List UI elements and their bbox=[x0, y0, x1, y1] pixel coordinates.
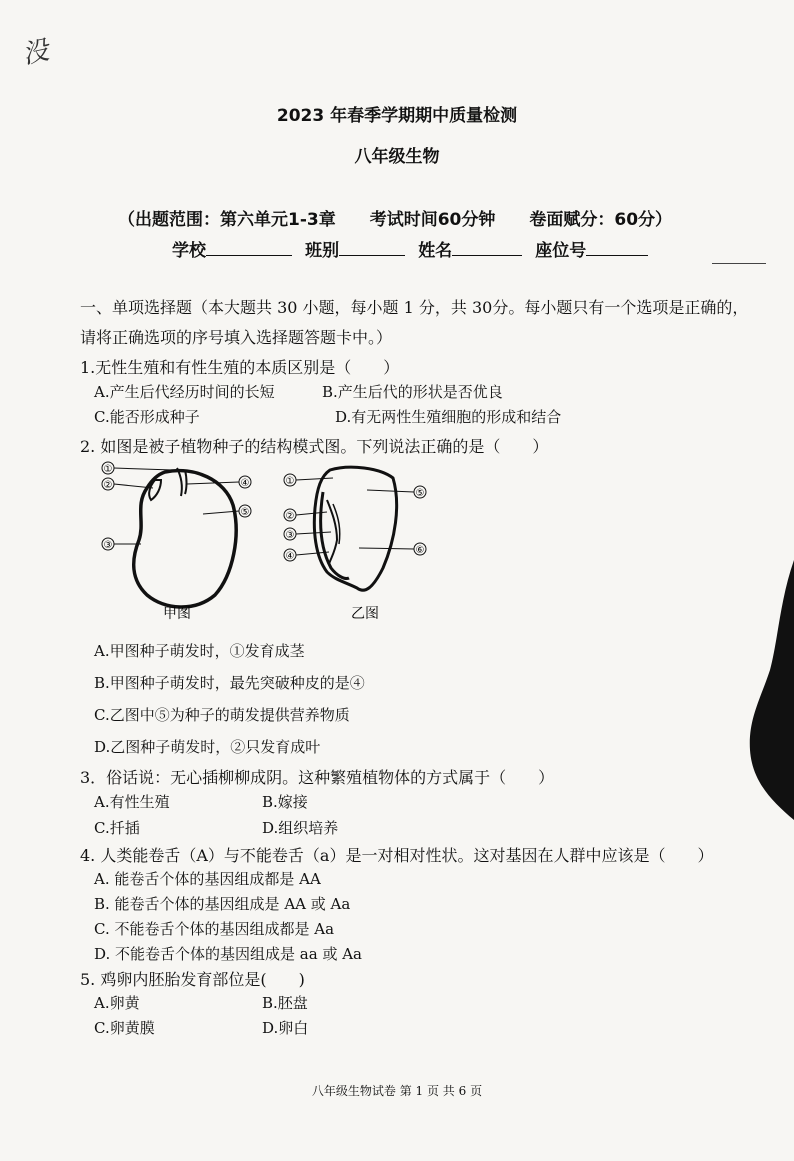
q4-stem: 4. 人类能卷舌（A）与不能卷舌（a）是一对相对性状。这对基因在人群中应该是（ ） bbox=[80, 846, 714, 865]
exam-subtitle: 八年级生物 bbox=[354, 147, 440, 167]
figure-seed-jia bbox=[95, 460, 265, 625]
figure-seed-yi bbox=[275, 460, 445, 625]
yi-seed-outline bbox=[314, 467, 396, 590]
q2-stem: 2. 如图是被子植物种子的结构模式图。下列说法正确的是（ ） bbox=[80, 437, 549, 456]
scan-stroke bbox=[712, 263, 766, 264]
q1-option-c: C.能否形成种子 bbox=[94, 408, 200, 426]
section-heading: 一、单项选择题（本大题共 30 小题，每小题 1 分，共 30分。每小题只有一个选项是正确的， bbox=[80, 298, 749, 317]
exam-title: 2023 年春季学期期中质量检测 bbox=[276, 106, 518, 126]
q2-option-a: A.甲图种子萌发时，①发育成茎 bbox=[94, 642, 305, 660]
section-heading-cont: 请将正确选项的序号填入选择题答题卡中。） bbox=[80, 328, 393, 347]
q4-option-c: C. 不能卷舌个体的基因组成都是 Aa bbox=[94, 920, 335, 938]
q4-option-b: B. 能卷舌个体的基因组成是 AA 或 Aa bbox=[94, 895, 351, 913]
yi-label-2-text: ② bbox=[285, 511, 295, 522]
figure-yi-caption: 乙图 bbox=[351, 606, 379, 622]
q3-option-b: B.嫁接 bbox=[262, 793, 308, 811]
q5-option-c: C.卵黄膜 bbox=[94, 1019, 155, 1037]
figure-jia-caption: 甲图 bbox=[163, 606, 191, 622]
q1-option-d: D.有无两性生殖细胞的形成和结合 bbox=[335, 408, 562, 426]
q3-stem: 3．俗话说：无心插柳柳成阴。这种繁殖植物体的方式属于（ ） bbox=[80, 768, 555, 787]
student-info-fields bbox=[172, 236, 648, 261]
q5-option-a: A.卵黄 bbox=[94, 994, 140, 1012]
page-footer: 八年级生物试卷 第 1 页 共 6 页 bbox=[311, 1084, 483, 1098]
q3-option-d: D.组织培养 bbox=[262, 819, 339, 837]
field-seat-blank[interactable] bbox=[586, 241, 648, 256]
field-seat-label: 座位号 bbox=[535, 241, 587, 261]
scan-blot bbox=[720, 560, 794, 820]
q5-stem: 5. 鸡卵内胚胎发育部位是( ) bbox=[80, 970, 305, 989]
field-class-blank[interactable] bbox=[339, 241, 405, 256]
field-school-label: 学校 bbox=[172, 241, 206, 261]
yi-label-4-text: ④ bbox=[285, 551, 295, 562]
jia-label-4-text: ④ bbox=[240, 478, 250, 489]
jia-label-5-text: ⑤ bbox=[240, 507, 250, 518]
q4-option-a: A. 能卷舌个体的基因组成都是 AA bbox=[94, 870, 321, 888]
field-name-blank[interactable] bbox=[452, 241, 522, 256]
q4-option-d: D. 不能卷舌个体的基因组成是 aa 或 Aa bbox=[94, 945, 362, 963]
q5-option-b: B.胚盘 bbox=[262, 994, 308, 1012]
field-class-label: 班别 bbox=[305, 241, 340, 261]
exam-info: （出题范围：第六单元1-3章 考试时间60分钟 卷面赋分：60分） bbox=[118, 210, 673, 230]
field-school-blank[interactable] bbox=[206, 241, 292, 256]
q2-option-c: C.乙图中⑤为种子的萌发提供营养物质 bbox=[94, 706, 350, 724]
q1-stem: 1.无性生殖和有性生殖的本质区别是（ ） bbox=[80, 358, 400, 377]
jia-label-1-text: ① bbox=[103, 464, 113, 475]
yi-label-5-text: ⑤ bbox=[415, 488, 425, 499]
jia-label-3-text: ③ bbox=[103, 540, 113, 551]
q5-option-d: D.卵白 bbox=[262, 1019, 309, 1037]
handwritten-mark: 没 bbox=[19, 35, 52, 71]
q1-option-b: B.产生后代的形状是否优良 bbox=[322, 383, 503, 401]
yi-label-3-text: ③ bbox=[285, 530, 295, 541]
q3-option-a: A.有性生殖 bbox=[94, 793, 170, 811]
field-name-label: 姓名 bbox=[418, 241, 453, 261]
q3-option-c: C.扦插 bbox=[94, 819, 140, 837]
yi-label-6-text: ⑥ bbox=[415, 545, 425, 556]
q2-option-d: D.乙图种子萌发时，②只发育成叶 bbox=[94, 738, 321, 756]
yi-label-1-text: ① bbox=[285, 476, 295, 487]
q2-option-b: B.甲图种子萌发时，最先突破种皮的是④ bbox=[94, 674, 365, 692]
q1-option-a: A.产生后代经历时间的长短 bbox=[94, 383, 275, 401]
jia-label-2-text: ② bbox=[103, 480, 113, 491]
